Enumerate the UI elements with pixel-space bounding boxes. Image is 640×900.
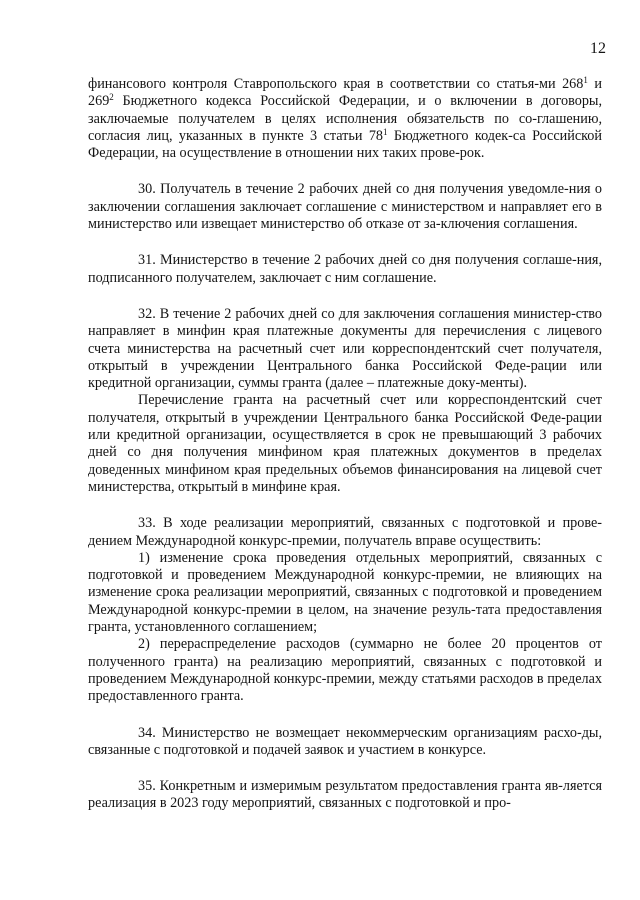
paragraph-34: 34. Министерство не возмещает некоммерческим организациям расхо-ды, связанные с подготовкой и подачей заявок и участием в конкурсе. (88, 724, 602, 758)
superscript: 1 (383, 126, 388, 137)
paragraph-33-item-1: 1) изменение срока проведения отдельных мероприятий, связанных с подготовкой и проведением Международной конкурс-премии, не влияющих на изменение срока реализации мероприятий, связанных с подготовкой и проведением Международной конкурс-премии в целом, на значение резуль-тата предоставления гранта, установленного соглашением; (88, 549, 602, 636)
paragraph-33-item-2: 2) перераспределение расходов (суммарно не более 20 процентов от полученного гранта) на реализацию мероприятий, связанных с подготовкой и проведением Международной конкурс-премии, между статьями расходов в пределах предоставленного гранта. (88, 636, 602, 705)
page-number: 12 (590, 40, 606, 57)
paragraph-32: 32. В течение 2 рабочих дней со для заключения соглашения министер-ство направляет в минфин края платежные документы для перечисления с лицевого счета министерства на расчетный счет или корреспондентский счет получателя, открытый в учреждении Центрального банка Российской Феде-рации или кредитной организации, суммы гранта (далее – платежные доку-менты). (88, 305, 602, 392)
paragraph-30: 30. Получатель в течение 2 рабочих дней со дня получения уведомле-ния о заключении соглашения заключает соглашение с министерством и направляет его в министерство или извещает министерство об отказе от за-ключения соглашения. (88, 181, 602, 233)
paragraph-35: 35. Конкретным и измеримым результатом предоставления гранта яв-ляется реализация в 2023 году мероприятий, связанных с подготовкой и про- (88, 778, 602, 812)
paragraph-continuation: финансового контроля Ставропольского края в соответствии со статья-ми $268^1$ и $269^2$ Бюджетного кодекса Российской Федерации, и о включении в договоры, заключаемые получателем в целях исполнения обязательств по со-глашению, согласия лиц, указанных в пункте 3 статьи $78^1$ Бюджетного кодек-са Российской Федерации, на осуществление в отношении них таких прове-рок. (88, 75, 602, 162)
paragraph-32-transfer: Перечисление гранта на расчетный счет или корреспондентский счет получателя, открытый в учреждении Центрального банка Российской Феде-рации или кредитной организации, осуществляется в срок не превышающий 3 рабочих дней со дня получения минфином края платежных документов в пределах доведенных минфином края предельных объемов финансирования на лицевой счет министерства, открытый в минфине края. (88, 392, 602, 495)
paragraph-33: 33. В ходе реализации мероприятий, связанных с подготовкой и прове-дением Международной конкурс-премии, получатель вправе осуществить: (88, 515, 602, 549)
document-body (88, 76, 602, 813)
superscript: 2 (109, 92, 114, 103)
superscript: 1 (583, 75, 588, 85)
paragraph-31: 31. Министерство в течение 2 рабочих дней со дня получения соглаше-ния, подписанного получателем, заключает с ним соглашение. (88, 252, 602, 286)
